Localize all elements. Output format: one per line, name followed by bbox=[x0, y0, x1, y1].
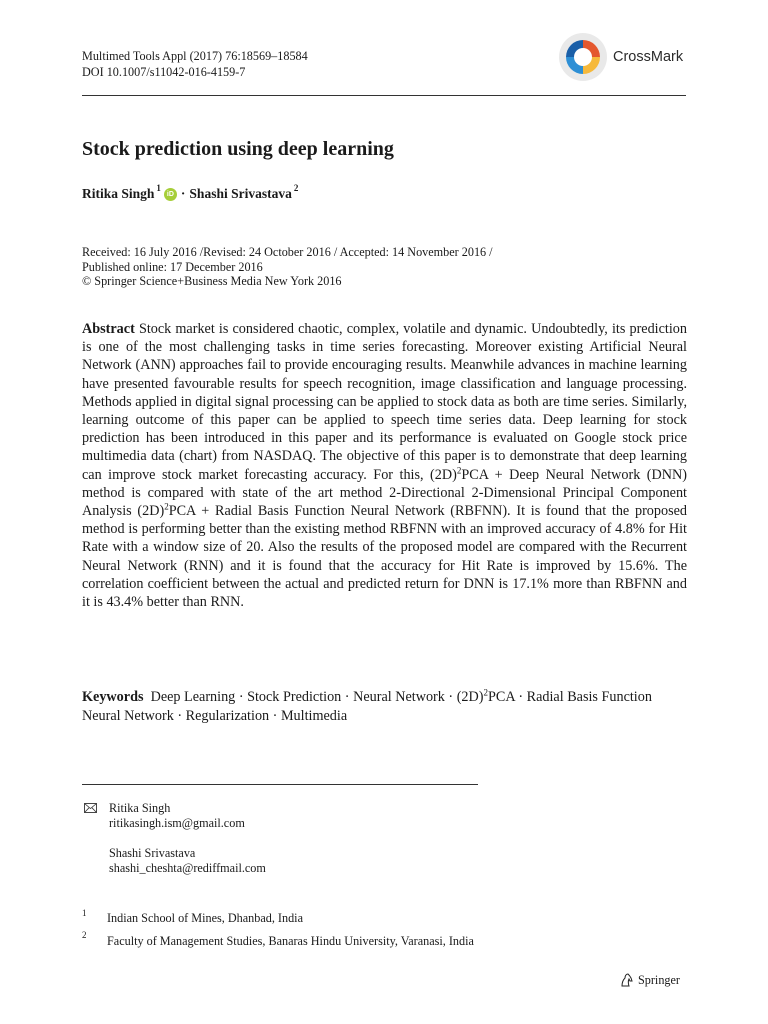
author-name: Ritika Singh bbox=[82, 186, 155, 201]
orcid-icon[interactable]: iD bbox=[164, 188, 177, 201]
keywords-text: Deep Learning · Stock Prediction · Neural Network · (2D) bbox=[150, 689, 484, 705]
header-divider bbox=[82, 95, 686, 96]
affiliation-number: 1 bbox=[82, 908, 87, 918]
springer-logo bbox=[619, 972, 680, 988]
paper-title: Stock prediction using deep learning bbox=[82, 138, 394, 160]
crossmark-label: CrossMark bbox=[613, 49, 684, 65]
affiliation-number: 2 bbox=[82, 930, 87, 940]
abstract bbox=[82, 320, 687, 611]
affiliation: Indian School of Mines, Dhanbad, India bbox=[107, 911, 303, 925]
author-list bbox=[82, 183, 299, 202]
received-revised-accepted: Received: 16 July 2016 /Revised: 24 October 2016 / Accepted: 14 November 2016 / bbox=[82, 245, 493, 259]
copyright: © Springer Science+Business Media New York 2016 bbox=[82, 274, 342, 288]
crossmark-icon bbox=[559, 33, 607, 81]
abstract-text: PCA + Deep Neural Network (DNN) method is compared with state of the art method 2-Directional 2-Dimensional Principal Component Analysis (2D) bbox=[82, 466, 687, 520]
crossmark-logo[interactable] bbox=[559, 32, 699, 82]
affiliation: Faculty of Management Studies, Banaras Hindu University, Varanasi, India bbox=[107, 934, 474, 948]
superscript: 2 bbox=[164, 501, 169, 512]
publication-dates bbox=[82, 245, 493, 289]
keywords bbox=[82, 688, 687, 726]
abstract-text: Stock market is considered chaotic, complex, volatile and dynamic. Undoubtedly, its prediction is one of the most challenging tasks in time series forecasting. Moreover existing Artificial Neural Network (ANN) approaches fail to provide encouraging results. Meanwhile advances in machine learning have presented favourable results for speech recognition, image classification and language processing. Methods applied in digital signal processing can be applied to stock data as both are time series. Similarly, learning outcome of this paper can be applied to speech time series data. Deep learning for stock prediction has been introduced in this paper and its performance is evaluated on Google stock price multimedia data (chart) from NASDAQ. The objective of this paper is to demonstrate that deep learning can improve stock market forecasting accuracy. For this, (2D) bbox=[82, 321, 687, 483]
keywords-text: PCA · Radial Basis Function Neural Network · Regularization · Multimedia bbox=[82, 689, 652, 724]
abstract-label: Abstract bbox=[82, 321, 135, 337]
footnote-divider bbox=[82, 784, 478, 785]
author-name: Shashi Srivastava bbox=[189, 186, 292, 201]
superscript: 2 bbox=[483, 687, 488, 698]
abstract-text: PCA + Radial Basis Function Neural Network (RBFNN). It is found that the proposed method is performing better than the existing method RBFNN with an improved accuracy of 4.8% for Hit Rate with a window size of 20. Also the results of the proposed model are compared with the Recurrent Neural Network (RNN) and it is found that the accuracy for Hit Rate is improved by 15.6%. The correlation coefficient between the actual and predicted return for DNN is 17.1% more than RBFNN and it is 43.4% better than RNN. bbox=[82, 503, 687, 611]
affiliation-marker: 2 bbox=[293, 183, 299, 193]
superscript: 2 bbox=[456, 464, 462, 475]
author-separator: · bbox=[180, 186, 186, 201]
envelope-icon bbox=[84, 803, 97, 813]
contact-name: Shashi Srivastava bbox=[109, 846, 196, 860]
contact-email[interactable]: ritikasingh.ism@gmail.com bbox=[109, 816, 245, 830]
keywords-label: Keywords bbox=[82, 689, 144, 705]
published-online: Published online: 17 December 2016 bbox=[82, 259, 263, 274]
contact-name: Ritika Singh bbox=[109, 801, 171, 815]
journal-citation: Multimed Tools Appl (2017) 76:18569–18584 bbox=[82, 49, 308, 63]
doi[interactable]: DOI 10.1007/s11042-016-4159-7 bbox=[82, 65, 246, 79]
springer-label: Springer bbox=[638, 972, 680, 987]
contact-email[interactable]: shashi_cheshta@rediffmail.com bbox=[109, 861, 266, 875]
affiliation-marker: 1 bbox=[156, 183, 161, 193]
springer-horse-icon bbox=[619, 972, 635, 988]
